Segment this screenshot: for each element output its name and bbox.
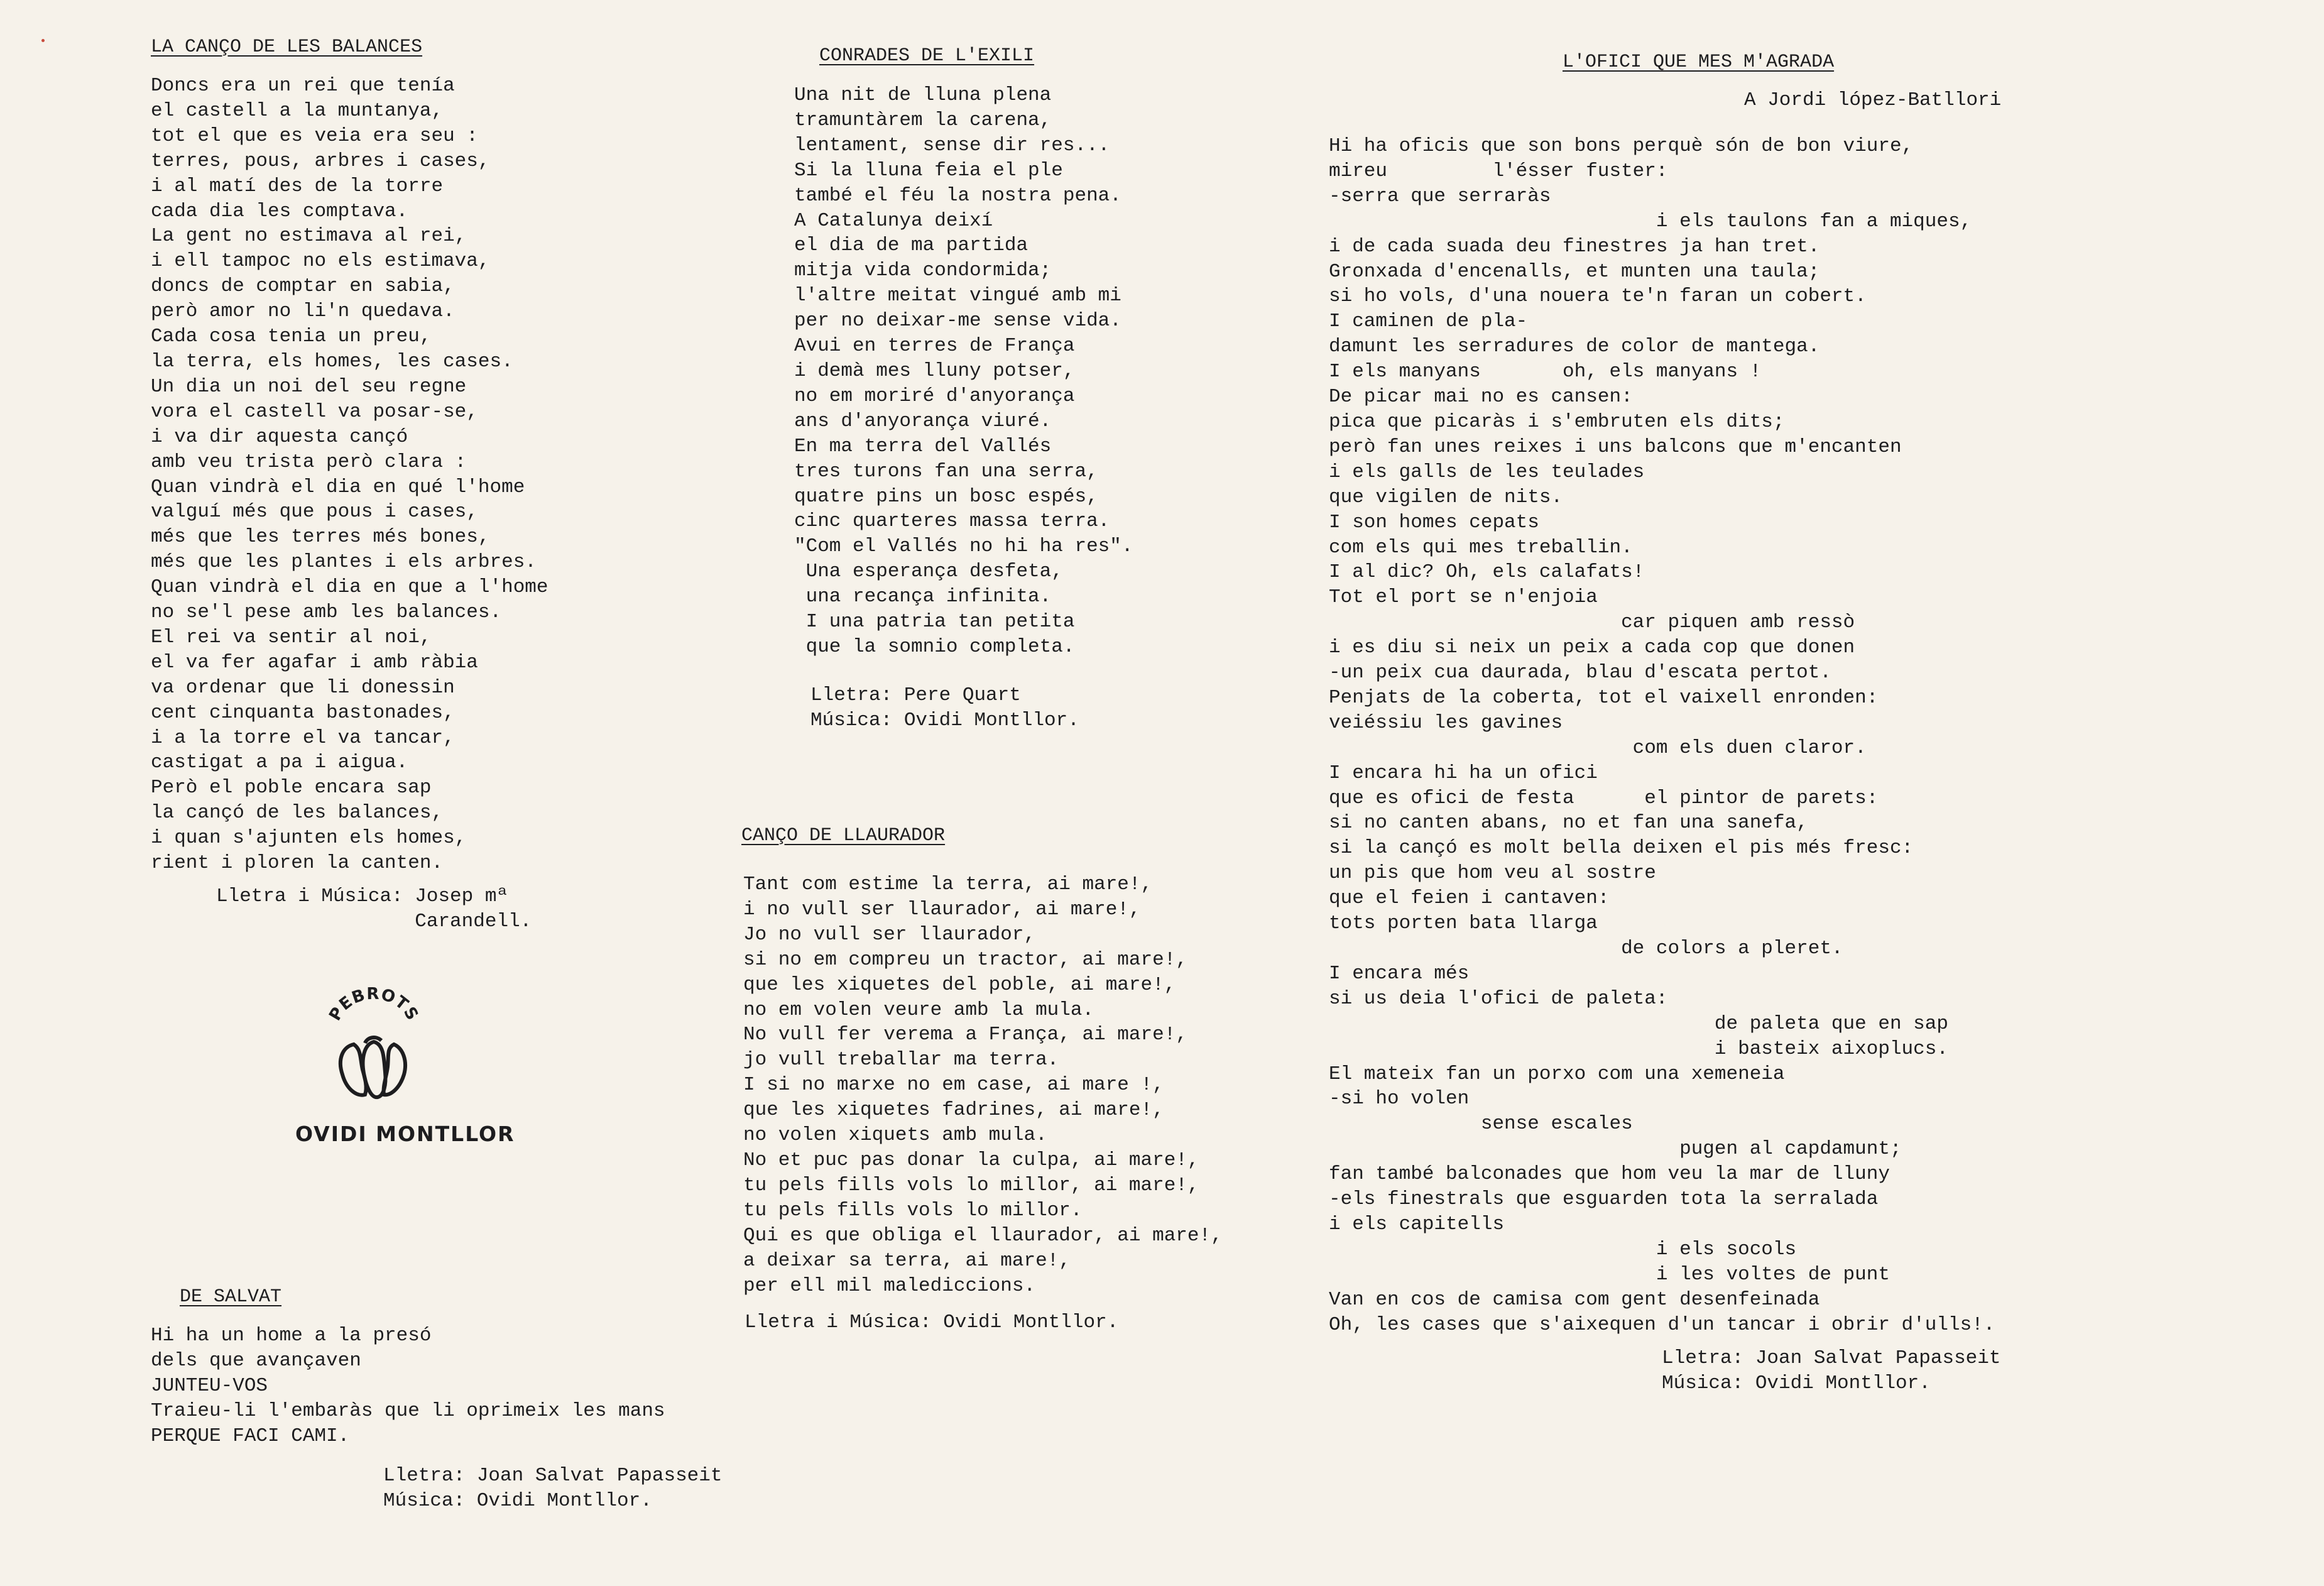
verse-line: i demà mes lluny potser,	[794, 359, 1075, 382]
verse-line: que les xiquetes fadrines, ai mare!,	[743, 1099, 1164, 1122]
verse-line: que les xiquetes del poble, ai mare!,	[743, 973, 1176, 996]
verse-line: damunt les serradures de color de mantega.	[1329, 336, 1820, 358]
credit-ofici-1: Lletra: Joan Salvat Papasseit	[1662, 1347, 2001, 1369]
verse-line: Oh, les cases que s'aixequen d'un tancar i obrir d'ulls!.	[1329, 1313, 1995, 1336]
verse-line: tu pels fills vols lo millor.	[743, 1199, 1083, 1222]
credit-balances-1: Lletra i Música: Josep mª	[216, 885, 509, 907]
verse-line: I una patria tan petita	[794, 611, 1075, 633]
verse-line: lentament, sense dir res...	[794, 134, 1110, 156]
verse-line: Quan vindrà el dia en qué l'home	[151, 476, 525, 498]
verse-line: com els duen claror.	[1329, 736, 1867, 759]
verse-line: no em moriré d'anyorança	[794, 385, 1075, 407]
verse-line: De picar mai no es cansen:	[1329, 386, 1633, 408]
verse-line: i quan s'ajunten els homes,	[151, 827, 467, 850]
verse-line: El rei va sentir al noi,	[151, 626, 432, 648]
verse-line: No vull fer verema a França, ai mare!,	[743, 1024, 1187, 1046]
verses-salvat	[151, 1323, 665, 1449]
verse-line: La gent no estimava al rei,	[151, 225, 467, 248]
verse-line: que el feien i cantaven:	[1329, 887, 1610, 910]
verse-line: si la cançó es molt bella deixen el pis més fresc:	[1329, 837, 1914, 860]
verse-line: no se'l pese amb les balances.	[151, 601, 502, 624]
verse-line: pugen al capdamunt;	[1329, 1138, 1902, 1161]
verse-line: Tot el port se n'enjoia	[1329, 586, 1598, 609]
logo-artist-name: OVIDI MONTLLOR	[295, 1122, 515, 1146]
verse-line: quatre pins un bosc espés,	[794, 485, 1098, 508]
verses-ofici	[1329, 134, 1995, 1338]
verse-line: PERQUE FACI CAMI.	[151, 1425, 350, 1447]
verse-line: cada dia les comptava.	[151, 200, 408, 222]
verse-line: però amor no li'n quedava.	[151, 300, 455, 323]
verse-line: Una esperança desfeta,	[794, 561, 1063, 583]
verse-line: Avui en terres de França	[794, 335, 1075, 358]
verse-line: i a la torre el va tancar,	[151, 726, 455, 749]
credit-balances-2: Carandell.	[216, 911, 532, 932]
verse-line: doncs de comptar en sabia,	[151, 275, 455, 298]
verse-line: I els manyans oh, els manyans !	[1329, 361, 1762, 383]
verses-llaurador	[743, 872, 1223, 1298]
verse-line: no volen xiquets amb mula.	[743, 1124, 1047, 1147]
verse-line: valguí més que pous i cases,	[151, 501, 478, 523]
verse-line: Un dia un noi del seu regne	[151, 375, 467, 398]
verse-line: I al dic? Oh, els calafats!	[1329, 561, 1645, 584]
verse-line: a deixar sa terra, ai mare!,	[743, 1249, 1071, 1272]
pepper-icon	[324, 987, 424, 1106]
credit-salvat-1: Lletra: Joan Salvat Papasseit	[383, 1465, 723, 1487]
verse-line: Gronxada d'encenalls, et munten una taula;	[1329, 260, 1820, 283]
verse-line: tot el que es veia era seu :	[151, 124, 478, 147]
verse-line: més que les plantes i els arbres.	[151, 551, 537, 574]
verse-line: tu pels fills vols lo millor, ai mare!,	[743, 1174, 1199, 1196]
credit-conrades-2: Música: Ovidi Montllor.	[810, 709, 1079, 731]
verse-line: per no deixar-me sense vida.	[794, 310, 1121, 332]
verse-line: A Catalunya deixí	[794, 209, 993, 232]
verse-line: si no canten abans, no et fan una sanefa,	[1329, 812, 1808, 834]
verse-line: i els socols	[1329, 1238, 1797, 1261]
verse-line: tots porten bata llarga	[1329, 912, 1598, 935]
verse-line: que la somnio completa.	[794, 635, 1075, 658]
verse-line: Però el poble encara sap	[151, 777, 432, 799]
verse-line: -si ho volen	[1329, 1088, 1470, 1110]
logo-arc-text: PEBROTS	[325, 987, 422, 1024]
verse-line: Una nit de lluna plena	[794, 84, 1052, 106]
verse-line: el dia de ma partida	[794, 234, 1028, 257]
verse-line: Jo no vull ser llaurador,	[743, 923, 1036, 946]
verse-line: una recança infinita.	[794, 586, 1052, 608]
credit-salvat-2: Música: Ovidi Montllor.	[383, 1490, 652, 1512]
verse-line: Penjats de la coberta, tot el vaixell enronden:	[1329, 686, 1879, 709]
verse-line: El mateix fan un porxo com una xemeneia	[1329, 1063, 1785, 1085]
song-title-salvat: DE SALVAT	[180, 1286, 282, 1308]
verse-line: el castell a la muntanya,	[151, 99, 444, 122]
verse-line: I son homes cepats	[1329, 511, 1539, 533]
verse-line: Van en cos de camisa com gent desenfeinada	[1329, 1288, 1820, 1311]
verse-line: dels que avançaven	[151, 1349, 361, 1372]
verse-line: i es diu si neix un peix a cada cop que donen	[1329, 637, 1855, 659]
verse-line: Quan vindrà el dia en que a l'home	[151, 576, 548, 599]
verse-line: tres turons fan una serra,	[794, 460, 1098, 483]
verse-line: i basteix aixoplucs.	[1329, 1037, 1948, 1060]
verse-line: I caminen de pla-	[1329, 310, 1528, 333]
verse-line: com els qui mes treballin.	[1329, 536, 1633, 559]
verse-line: -els finestrals que esguarden tota la serralada	[1329, 1188, 1879, 1211]
verse-line: no em volen veure amb la mula.	[743, 998, 1094, 1021]
credit-llaurador: Lletra i Música: Ovidi Montllor.	[745, 1311, 1119, 1333]
verse-line: Cada cosa tenia un preu,	[151, 325, 432, 348]
verse-line: sense escales	[1329, 1113, 1633, 1135]
verse-line: jo vull treballar ma terra.	[743, 1049, 1059, 1071]
verse-line: si ho vols, d'una nouera te'n faran un cobert.	[1329, 285, 1867, 308]
dedication-ofici: A Jordi lópez-Batllori	[1744, 89, 2002, 111]
verse-line: i no vull ser llaurador, ai mare!,	[743, 898, 1141, 921]
verse-line: "Com el Vallés no hi ha res".	[794, 535, 1133, 558]
verse-line: castigat a pa i aigua.	[151, 752, 408, 774]
verse-line: amb veu trista però clara :	[151, 451, 467, 473]
verse-line: vora el castell va posar-se,	[151, 400, 478, 423]
song-title-llaurador: CANÇO DE LLAURADOR	[741, 825, 946, 846]
verse-line: cent cinquanta bastonades,	[151, 701, 455, 724]
credit-conrades-1: Lletra: Pere Quart	[810, 684, 1021, 706]
verse-line: I encara hi ha un ofici	[1329, 762, 1598, 784]
song-title-ofici: L'OFICI QUE MES M'AGRADA	[1563, 52, 1835, 73]
verse-line: Hi ha oficis que son bons perquè són de bon viure,	[1329, 135, 1914, 157]
verse-line: més que les terres més bones,	[151, 526, 490, 549]
svg-text:PEBROTS	[325, 987, 422, 1024]
verse-line: ans d'anyorança viuré.	[794, 410, 1052, 432]
verse-line: Qui es que obliga el llaurador, ai mare!,	[743, 1224, 1223, 1247]
verse-line: i ell tampoc no els estimava,	[151, 250, 490, 273]
verse-line: i al matí des de la torre	[151, 175, 444, 197]
verse-line: i els taulons fan a miques,	[1329, 210, 1972, 232]
verse-line: mireu l'ésser fuster:	[1329, 160, 1668, 182]
verse-line: mitja vida condormida;	[794, 260, 1052, 282]
verse-line: pica que picaràs i s'embruten els dits;	[1329, 410, 1785, 433]
verse-line: Traieu-li l'embaràs que li oprimeix les mans	[151, 1399, 665, 1422]
verse-line: tramuntàrem la carena,	[794, 109, 1052, 131]
verse-line: -serra que serraràs	[1329, 185, 1551, 207]
verse-line: rient i ploren la canten.	[151, 852, 444, 875]
verse-line: fan també balconades que hom veu la mar de lluny	[1329, 1163, 1890, 1186]
verse-line: si no em compreu un tractor, ai mare!,	[743, 948, 1187, 971]
credit-ofici-2: Música: Ovidi Montllor.	[1662, 1372, 1931, 1394]
verse-line: l'altre meitat vingué amb mi	[794, 285, 1121, 307]
verse-line: Hi ha un home a la presó	[151, 1325, 432, 1347]
verse-line: un pis que hom veu al sostre	[1329, 862, 1656, 885]
verse-line: i els capitells	[1329, 1213, 1505, 1235]
song-title-balances: LA CANÇO DE LES BALANCES	[151, 36, 423, 58]
verse-line: cinc quarteres massa terra.	[794, 510, 1110, 533]
verse-line: I si no marxe no em case, ai mare !,	[743, 1074, 1164, 1097]
verse-line: també el féu la nostra pena.	[794, 184, 1121, 207]
verse-line: Doncs era un rei que tenía	[151, 75, 455, 97]
verse-line: i va dir aquesta cançó	[151, 425, 408, 448]
verse-line: No et puc pas donar la culpa, ai mare!,	[743, 1149, 1199, 1171]
verse-line: que vigilen de nits.	[1329, 486, 1563, 508]
verse-line: i els galls de les teulades	[1329, 461, 1645, 483]
verse-line: la terra, els homes, les cases.	[151, 350, 513, 373]
verse-line: Tant com estime la terra, ai mare!,	[743, 873, 1153, 895]
verse-line: JUNTEU-VOS	[151, 1374, 268, 1397]
verse-line: terres, pous, arbres i cases,	[151, 150, 490, 172]
verse-line: però fan unes reixes i uns balcons que m'encanten	[1329, 435, 1902, 458]
verse-line: que es ofici de festa el pintor de parets:	[1329, 787, 1879, 809]
song-title-conrades: CONRADES DE L'EXILI	[819, 45, 1035, 67]
verses-conrades	[794, 83, 1133, 660]
verse-line: de paleta que en sap	[1329, 1012, 1948, 1035]
artist-logo	[324, 987, 424, 1106]
verse-line: car piquen amb ressò	[1329, 611, 1855, 634]
verse-line: per ell mil malediccions.	[743, 1274, 1036, 1297]
verse-line: el va fer agafar i amb ràbia	[151, 651, 478, 674]
red-mark	[41, 39, 45, 42]
verse-line: Si la lluna feia el ple	[794, 159, 1063, 182]
verses-balances	[151, 74, 548, 876]
verse-line: va ordenar que li donessin	[151, 676, 455, 699]
verse-line: En ma terra del Vallés	[794, 435, 1052, 457]
verse-line: I encara més	[1329, 962, 1470, 985]
verse-line: la cançó de les balances,	[151, 802, 444, 824]
verse-line: i les voltes de punt	[1329, 1263, 1890, 1286]
verse-line: de colors a pleret.	[1329, 938, 1843, 960]
verse-line: i de cada suada deu finestres ja han tret.	[1329, 235, 1820, 258]
verse-line: veiéssiu les gavines	[1329, 711, 1563, 734]
verse-line: si us deia l'ofici de paleta:	[1329, 987, 1668, 1010]
verse-line: -un peix cua daurada, blau d'escata pertot.	[1329, 662, 1831, 684]
